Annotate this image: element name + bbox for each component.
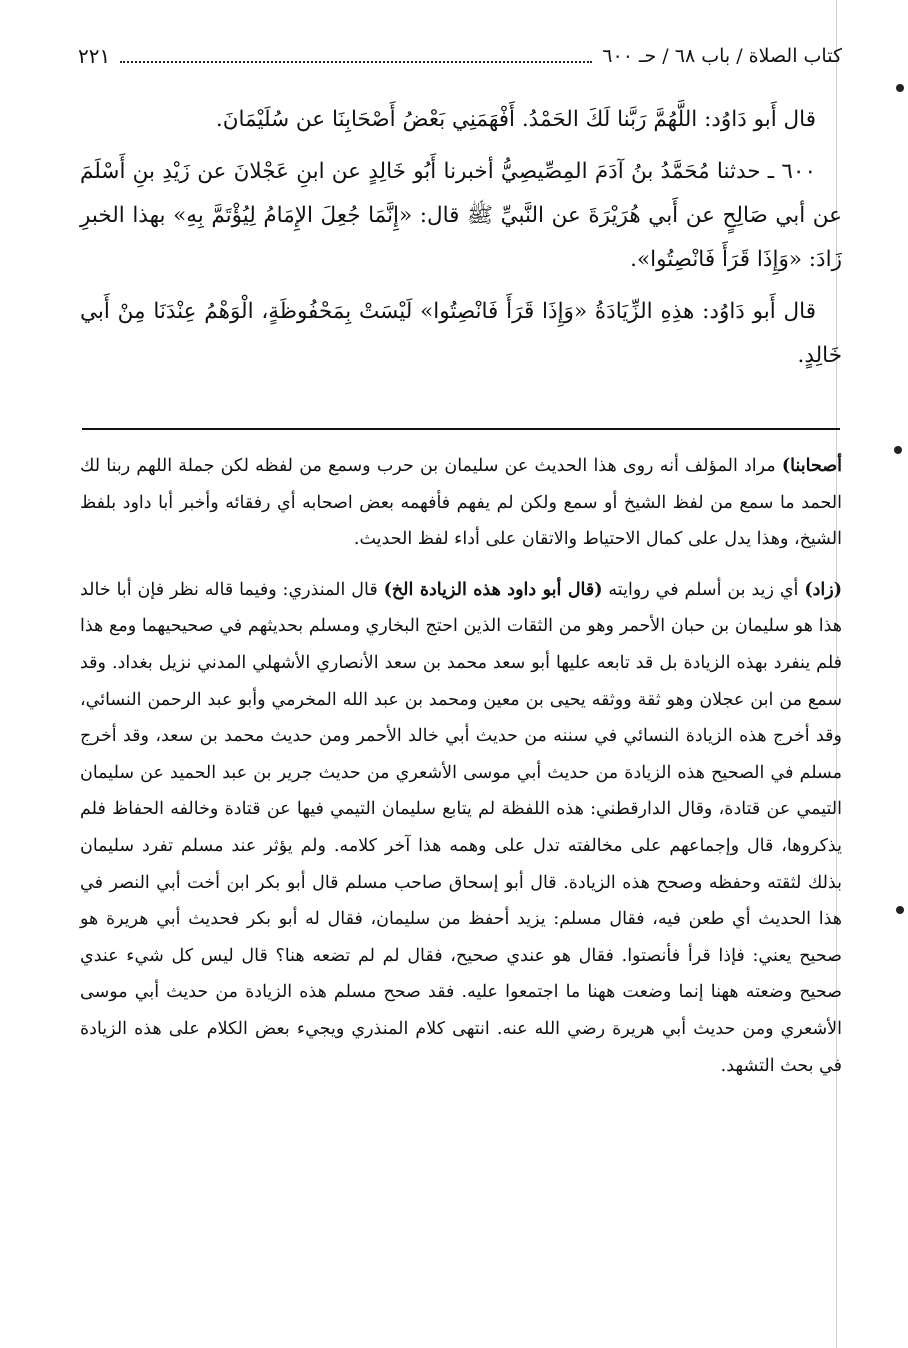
commentary (80, 448, 842, 1098)
main-text (80, 98, 842, 386)
margin-mark (896, 84, 904, 92)
margin-mark (894, 446, 902, 454)
page-number: ٢٢١ (78, 44, 111, 68)
main-paragraph: قال أَبو دَاوُد: هذِهِ الزِّيَادَةُ «وَإِذَا قَرَأَ فَانْصِتُوا» لَيْسَتْ بِمَحْفُوظَةٍ، الْوَهْمُ عِنْدَنَا مِنْ أَبي خَالِدٍ. (80, 299, 842, 368)
lemma: (قال أبو داود هذه الزيادة الخ) (383, 579, 603, 600)
commentary-paragraph (80, 448, 842, 558)
lemma: (زاد) (804, 579, 842, 600)
footnote-divider (82, 428, 840, 430)
commentary-text: قال المنذري: وفيما قاله نظر فإن أبا خالد هذا هو سليمان بن حبان الأحمر وهو من الثقات الذين احتج البخاري ومسلم بحديثهم في صحيحيهما ومع هذا فلم ينفرد بهذه الزيادة بل قد تابعه عليها أبو سعد محمد بن سعد الأنصاري الأشهلي المدني نزيل بغداد. وقد سمع من ابن عجلان وهو ثقة ووثقه يحيى بن معين ومحمد بن عبد الله المخرمي وأبو عبد الرحمن النسائي، وقد أخرج هذه الزيادة النسائي في سننه من حديث أبي خالد الأحمر ومن حديث محمد بن سعد، وقد أخرج مسلم في الصحيح هذه الزيادة من حديث أبي موسى الأشعري من حديث جرير بن عبد الحميد عن سليمان التيمي عن قتادة، وقال الدارقطني: هذه اللفظة لم يتابع سليمان التيمي فيها عن قتادة وخالفه الحفاظ فلم يذكروها، قال وإجماعهم على مخالفته تدل على وهمه هذا آخر كلامه. ولم يؤثر عند مسلم تفرد سليمان بذلك لثقته وحفظه وصحح هذه الزيادة. قال أبو إسحاق صاحب مسلم قال أبو بكر ابن أخت أبي النصر في هذا الحديث أي طعن فيه، فقال مسلم: يزيد أحفظ من سليمان، فقال له أبو بكر فحديث أبي هريرة هو صحيح يعني: فإذا قرأ فأنصتوا. فقال هو عندي صحيح، فقال لم لم تضعه هنا؟ قال ليس كل شيء عندي صحيح وضعته ههنا إنما وضعت ههنا ما اجتمعوا عليه. فقد صحح مسلم هذه الزيادة من حديث أبي موسى الأشعري ومن حديث أبي هريرة رضي الله عنه. انتهى كلام المنذري ويجيء بعض الكلام على هذه الزيادة في بحث التشهد. (80, 579, 842, 1076)
running-header (78, 38, 842, 74)
commentary-paragraph (80, 572, 842, 1084)
lemma: أصحابنا) (781, 456, 842, 476)
main-paragraph: قال أَبو دَاوُد: اللَّهُمَّ رَبَّنا لَكَ الحَمْدُ. أَفْهَمَنِي بَعْضُ أَصْحَابِنَا عن سُلَيْمَانَ. (215, 107, 816, 132)
chapter-title: كتاب الصلاة / باب ٦٨ / حـ ٦٠٠ (602, 45, 842, 67)
commentary-text: أي زيد بن أسلم في روايته (602, 579, 805, 600)
dot-leader (120, 60, 592, 63)
margin-mark (896, 906, 904, 914)
commentary-text: مراد المؤلف أنه روى هذا الحديث عن سليمان بن حرب وسمع من لفظه لكن جملة اللهم ربنا لك الحمد ما سمع من لفظ الشيخ أو سمع ولكن لم يفهم فأفهمه بعض اصحابه أي رفقائه وأخبر أبا داود بلفظ الشيخ، وهذا يدل على كمال الاحتياط والاتقان على أداء لفظ الحديث. (80, 456, 842, 550)
hadith-paragraph: ٦٠٠ ـ حدثنا مُحَمَّدُ بنُ آدَمَ المِصِّيصِيُّ أخبرنا أَبُو خَالِدٍ عن ابنِ عَجْلانَ عن زَيْدِ بنِ أَسْلَمَ عن أبي صَالِحٍ عن أَبي هُرَيْرَةَ عن النَّبيِّ ﷺ قال: «إِنَّمَا جُعِلَ الإِمَامُ لِيُؤْتَمَّ بِهِ» بهذا الخبرِ زَادَ: «وَإِذَا قَرَأَ فَانْصِتُوا». (80, 159, 842, 272)
